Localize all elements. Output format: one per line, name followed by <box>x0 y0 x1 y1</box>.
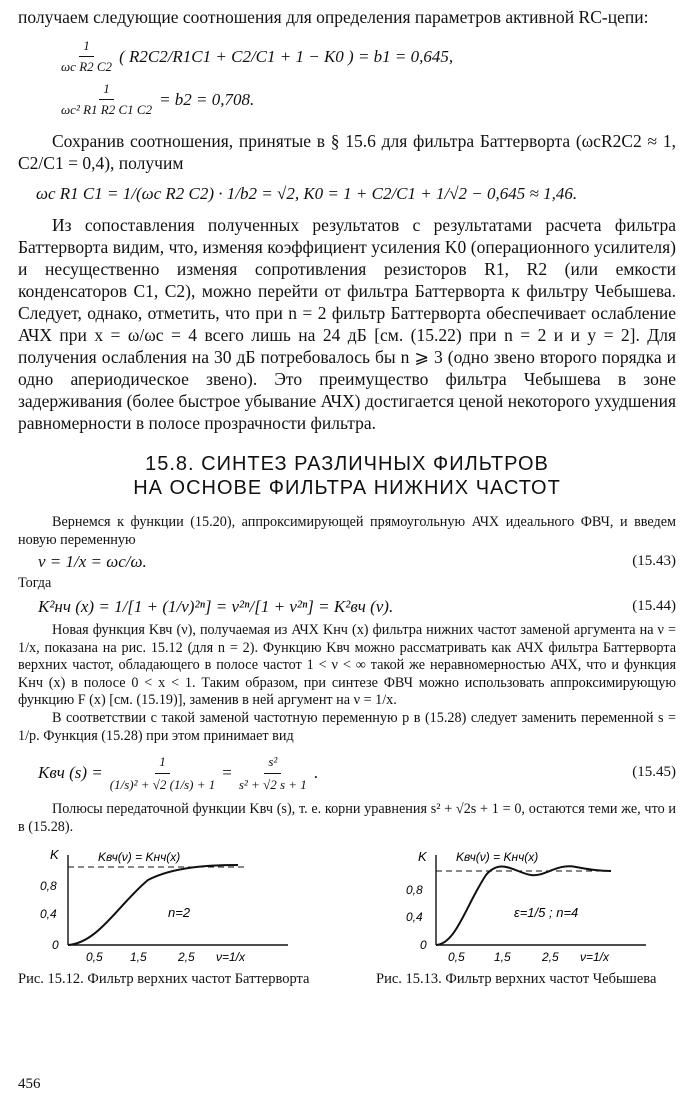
y-tick: 0,8 <box>406 882 423 897</box>
x-tick: 2,5 <box>542 949 559 964</box>
togda-text: Тогда <box>18 574 52 591</box>
y-tick: 0,4 <box>40 906 57 921</box>
fraction <box>106 753 220 793</box>
figure-caption: Рис. 15.13. Фильтр верхних частот Чебышева <box>376 970 657 987</box>
equation-15-45: Kвч (s) = $\frac{1}{\text{(1/s)² + √2 (1/s) + 1}}$ = $\frac{\text{s²}}{\text{s² + √2 s + 1}}$ . (15.45) <box>38 754 676 792</box>
numerator: 1 <box>79 38 94 57</box>
x-tick: 1,5 <box>130 949 147 964</box>
x-axis-label: ν=1/x <box>216 949 246 964</box>
y-tick: 0,8 <box>40 878 57 893</box>
y-tick: 0 <box>52 937 59 952</box>
fraction <box>57 38 116 75</box>
heading-line-1: 15.8. СИНТЕЗ РАЗЛИЧНЫХ ФИЛЬТРОВ <box>145 453 549 475</box>
x-tick: 2,5 <box>178 949 195 964</box>
numerator: 1 <box>99 81 114 100</box>
equation-number: (15.43) <box>632 553 676 570</box>
x-tick: 1,5 <box>494 949 511 964</box>
section-heading <box>18 452 676 500</box>
denominator: ωc² R1 R2 C1 C2 <box>61 102 153 117</box>
y-tick: 0 <box>420 937 427 952</box>
book-page <box>18 6 676 988</box>
y-axis-label: K <box>50 846 59 862</box>
equation-15-43 <box>18 553 676 571</box>
equation-b1 <box>54 38 676 75</box>
y-axis-label: K <box>418 848 427 864</box>
parameter-label: n=2 <box>168 904 191 920</box>
numerator: 1 <box>155 753 170 774</box>
equation-rhs: = b2 = 0,708. <box>159 89 255 109</box>
equation-lhs: Kвч (s) = <box>38 763 103 783</box>
equation-body: ν = 1/x = ωc/ω. <box>38 552 147 572</box>
curve-label: Kвч(ν) = Kнч(x) <box>98 849 181 864</box>
intro-text: получаем следующие соотношения для определения параметров активной RC-цепи: <box>18 7 649 27</box>
equation-b2 <box>54 81 676 118</box>
equation-15-44 <box>18 598 676 616</box>
fraction <box>57 81 156 118</box>
heading-line-2: НА ОСНОВЕ ФИЛЬТРА НИЖНИХ ЧАСТОТ <box>133 477 561 499</box>
paragraph-2: Сохранив соотношения, принятые в § 15.6 для фильтра Баттерворта (ωcR2C2 ≈ 1, C2/C1 = 0,4), получим <box>18 131 676 173</box>
x-tick: 0,5 <box>86 949 103 964</box>
paragraph-3: Из сопоставления полученных результатов с результатами расчета фильтра Баттерворта видим, что, изменяя коэффициент усиления K0 (операционного усилителя) и несущественно изменяя сопротивления резисторов R1, R2 (или емкости конденсаторов C1, C2), можно перейти от фильтра Баттерворта к фильтру Чебышева. Следует, однако, отметить, что при n = 2 фильтр Баттерворта обеспечивает ослабление АЧХ при x = ω/ωc = 4 всего лишь на 24 дБ [см. (15.22) при n = 2 и и y = 2]. Для получения ослабления на 30 дБ потребовалось бы n ⩾ 3 (одно звено второго порядка и одно апериодическое звено). Это преимущество фильтра Чебышева в зоне задерживания (более быстрое убывание АЧХ) достигается ценой некоторого ухудшения равномерности в полосе прозрачности фильтра. <box>18 215 676 433</box>
fraction <box>235 753 311 793</box>
parameter-label: ε=1/5 ; n=4 <box>514 904 579 920</box>
figures-row <box>18 845 676 988</box>
paragraph-5: Новая функция Kвч (ν), получаемая из АЧХ Kнч (x) фильтра нижних частот заменой аргумента на ν = 1/x, показана на рис. 15.12 (для n = 2). Функцию Kвч можно рассматривать как АЧХ фильтра Баттерворта верхних частот, обладающего в полосе частот 1 < ν < ∞ такой же неравномерностью АЧХ, что и функция Kнч (x) в полосе 0 < x < 1. Таким образом, при синтезе ФВЧ можно использовать аппроксимирующую функцию F (x) [см. (15.19)], заменив в ней аргумент на ν = 1/x. <box>18 621 676 709</box>
figure-caption: Рис. 15.12. Фильтр верхних частот Баттерворта <box>18 970 310 987</box>
y-tick: 0,4 <box>406 909 423 924</box>
denominator: s² + √2 s + 1 <box>238 776 307 792</box>
denominator: ωc R2 C2 <box>61 59 113 74</box>
paragraph-7: Полюсы передаточной функции Kвч (s), т. е. корни уравнения s² + √2s + 1 = 0, остаются теми же, что и в (15.28). <box>18 801 676 835</box>
equation-body: K²нч (x) = 1/[1 + (1/ν)²ⁿ] = ν²ⁿ/[1 + ν²ⁿ] = K²вч (ν). <box>38 597 394 617</box>
paragraph-6: В соответствии с такой заменой частотную переменную p в (15.28) следует заменить переменной s = 1/p. Функция (15.28) при этом принимает вид <box>18 709 676 744</box>
equation-number: (15.45) <box>632 764 676 781</box>
denominator: (1/s)² + √2 (1/s) + 1 <box>109 776 216 792</box>
figure-15-12 <box>18 845 328 988</box>
equation-rhs: ( R2C2/R1C1 + C2/C1 + 1 − K0 ) = b1 = 0,645, <box>119 46 454 66</box>
paragraph-4: Вернемся к функции (15.20), аппроксимирующей прямоугольную АЧХ идеального ФВЧ, и введем новую переменную <box>18 514 676 548</box>
x-axis-label: ν=1/x <box>580 949 610 964</box>
chebyshev-plot <box>376 845 666 965</box>
numerator: s² <box>264 753 281 774</box>
figure-15-13 <box>376 845 676 988</box>
x-tick: 0,5 <box>448 949 465 964</box>
equation-number: (15.44) <box>632 598 676 615</box>
equation-k0: ωc R1 C1 = 1/(ωc R2 C2) · 1/b2 = √2, K0 = 1 + C2/C1 + 1/√2 − 0,645 ≈ 1,46. <box>36 184 578 203</box>
page-number: 456 <box>18 1076 41 1092</box>
curve-label: Kвч(ν) = Kнч(x) <box>456 849 539 864</box>
butterworth-plot <box>18 845 308 965</box>
